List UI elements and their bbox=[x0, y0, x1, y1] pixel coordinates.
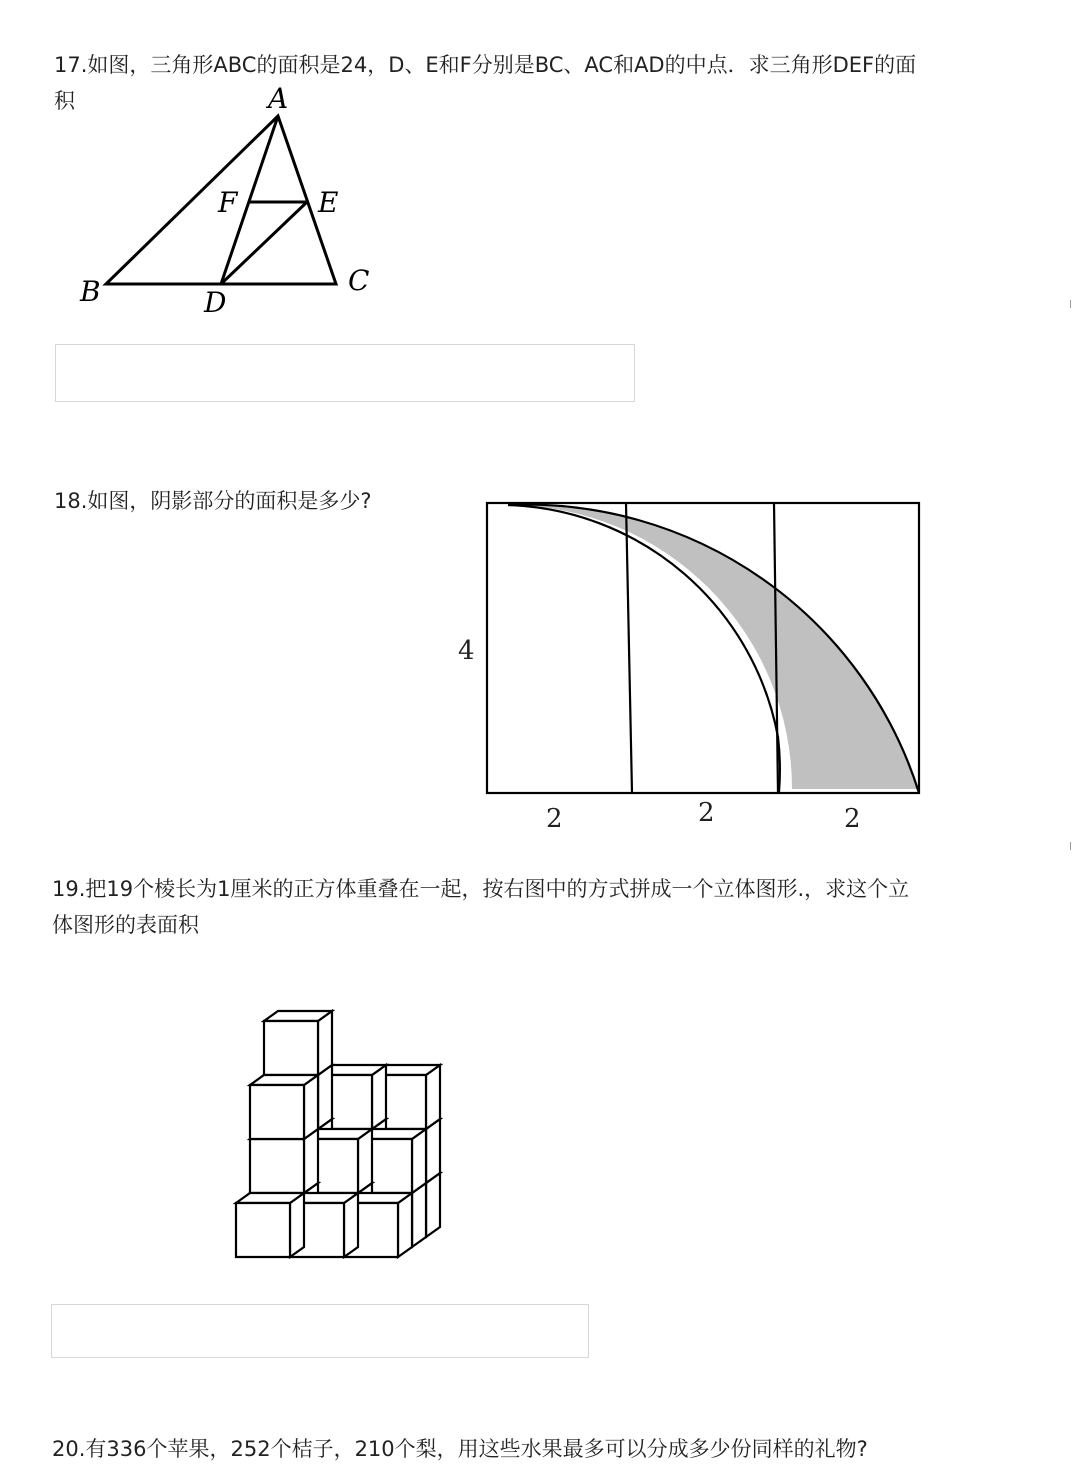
question-text: 如图，阴影部分的面积是多少? bbox=[87, 489, 372, 513]
answer-input-19[interactable] bbox=[51, 1304, 589, 1358]
question-number: 20. bbox=[52, 1437, 86, 1461]
question-number: 18. bbox=[54, 489, 88, 513]
cube-top-face bbox=[236, 1193, 304, 1203]
label-height: 4 bbox=[458, 636, 475, 666]
label-width-2: 2 bbox=[698, 798, 715, 828]
question-number: 17. bbox=[54, 53, 88, 77]
label-e: E bbox=[318, 186, 339, 219]
question-17-line2: 积 bbox=[54, 89, 75, 113]
question-18-text bbox=[54, 484, 372, 518]
question-number: 19. bbox=[52, 877, 86, 901]
inner-arc bbox=[508, 505, 780, 792]
question-20-text bbox=[52, 1432, 1062, 1466]
label-d: D bbox=[204, 286, 227, 319]
divider-1 bbox=[626, 503, 632, 793]
question-19-line2: 体图形的表面积 bbox=[52, 913, 199, 937]
label-width-3: 2 bbox=[844, 804, 861, 834]
shaded-region-diagram bbox=[450, 495, 930, 835]
scan-mark bbox=[1070, 300, 1075, 308]
label-f: F bbox=[218, 186, 238, 219]
question-19-line1 bbox=[52, 872, 1062, 906]
question-text: 如图，三角形ABC的面积是24，D、E和F分别是BC、AC和AD的中点．求三角形DEF的面 bbox=[87, 53, 917, 77]
label-a: A bbox=[268, 82, 289, 115]
question-text: 把19个棱长为1厘米的正方体重叠在一起，按右图中的方式拼成一个立体图形.，求这个立 bbox=[85, 877, 910, 901]
shaded-region bbox=[508, 505, 919, 789]
cube-front-face bbox=[264, 1021, 318, 1075]
label-c: C bbox=[348, 264, 370, 297]
cube-top-face bbox=[264, 1011, 332, 1021]
cube-front-face bbox=[236, 1203, 290, 1257]
cube-front-face bbox=[250, 1085, 304, 1139]
question-text: 有336个苹果，252个桔子，210个梨，用这些水果最多可以分成多少份同样的礼物? bbox=[85, 1437, 868, 1461]
scan-mark bbox=[1070, 842, 1075, 850]
label-b: B bbox=[80, 275, 101, 308]
cube-stack-diagram bbox=[228, 925, 468, 1265]
cube-top-face bbox=[250, 1075, 318, 1085]
answer-input-17[interactable] bbox=[55, 344, 635, 402]
label-width-1: 2 bbox=[546, 804, 563, 834]
triangle-diagram bbox=[70, 82, 390, 326]
cube-front-face bbox=[250, 1139, 304, 1193]
question-17-line1 bbox=[54, 48, 1064, 82]
